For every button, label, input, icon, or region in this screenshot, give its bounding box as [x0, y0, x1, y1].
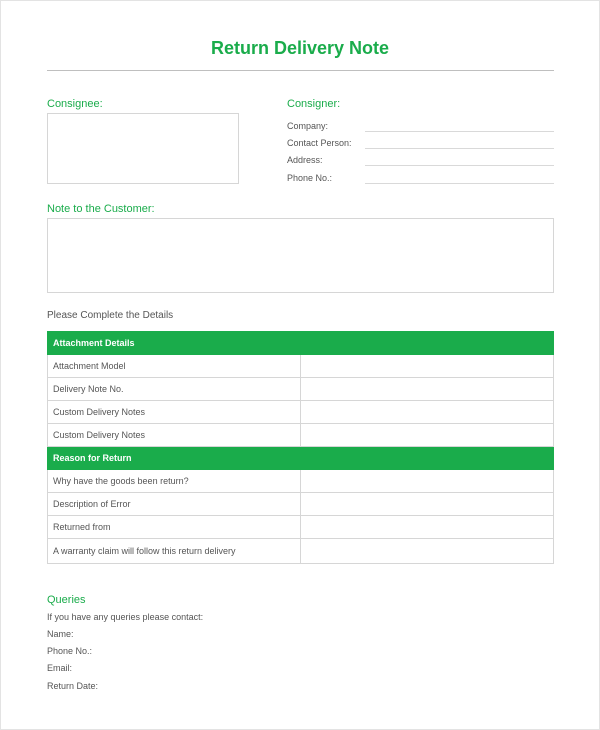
table-row: [48, 493, 554, 516]
table-row: [48, 470, 554, 493]
row-label: Delivery Note No.: [48, 378, 301, 401]
row-label: A warranty claim will follow this return delivery: [48, 539, 301, 564]
row-value-cell[interactable]: [301, 401, 554, 424]
row-value-cell[interactable]: [301, 539, 554, 564]
table-row: [48, 424, 554, 447]
phone-label: Phone No.:: [287, 173, 333, 183]
table-row: [48, 355, 554, 378]
title-divider: [47, 70, 554, 71]
row-value-cell[interactable]: [301, 355, 554, 378]
row-label: Custom Delivery Notes: [48, 424, 301, 447]
instructions-text: Please Complete the Details: [47, 310, 174, 321]
contact-person-label: Contact Person:: [287, 138, 352, 148]
page-title: Return Delivery Note: [210, 38, 390, 58]
table-row: [48, 401, 554, 424]
consignee-box[interactable]: [47, 113, 239, 184]
queries-phone-label: Phone No.:: [47, 646, 93, 656]
row-value-cell[interactable]: [301, 493, 554, 516]
phone-field[interactable]: [365, 183, 554, 184]
table-section-header: [48, 332, 554, 355]
table-section-header: [48, 447, 554, 470]
note-label: Note to the Customer:: [47, 203, 155, 215]
row-value-cell[interactable]: [301, 516, 554, 539]
queries-intro: If you have any queries please contact:: [47, 612, 204, 622]
note-box[interactable]: [47, 218, 554, 293]
details-table: [47, 331, 554, 564]
row-label: Attachment Model: [48, 355, 301, 378]
table-row: [48, 378, 554, 401]
consigner-label: Consigner:: [287, 98, 341, 110]
row-label: Custom Delivery Notes: [48, 401, 301, 424]
queries-return-date-label: Return Date:: [47, 681, 99, 691]
company-label: Company:: [287, 121, 329, 131]
queries-name-label: Name:: [47, 629, 74, 639]
address-label: Address:: [287, 155, 323, 165]
table-row: [48, 539, 554, 564]
row-value-cell[interactable]: [301, 424, 554, 447]
row-label: Returned from: [48, 516, 301, 539]
row-label: Description of Error: [48, 493, 301, 516]
row-value-cell[interactable]: [301, 378, 554, 401]
attachment-details-header: Attachment Details: [48, 332, 554, 355]
company-field[interactable]: [365, 131, 554, 132]
contact-person-field[interactable]: [365, 148, 554, 149]
consignee-label: Consignee:: [47, 98, 103, 110]
row-label: Why have the goods been return?: [48, 470, 301, 493]
address-field[interactable]: [365, 165, 554, 166]
queries-title: Queries: [47, 594, 86, 606]
table-row: [48, 516, 554, 539]
reason-for-return-header: Reason for Return: [48, 447, 554, 470]
queries-email-label: Email:: [47, 663, 73, 673]
row-value-cell[interactable]: [301, 470, 554, 493]
